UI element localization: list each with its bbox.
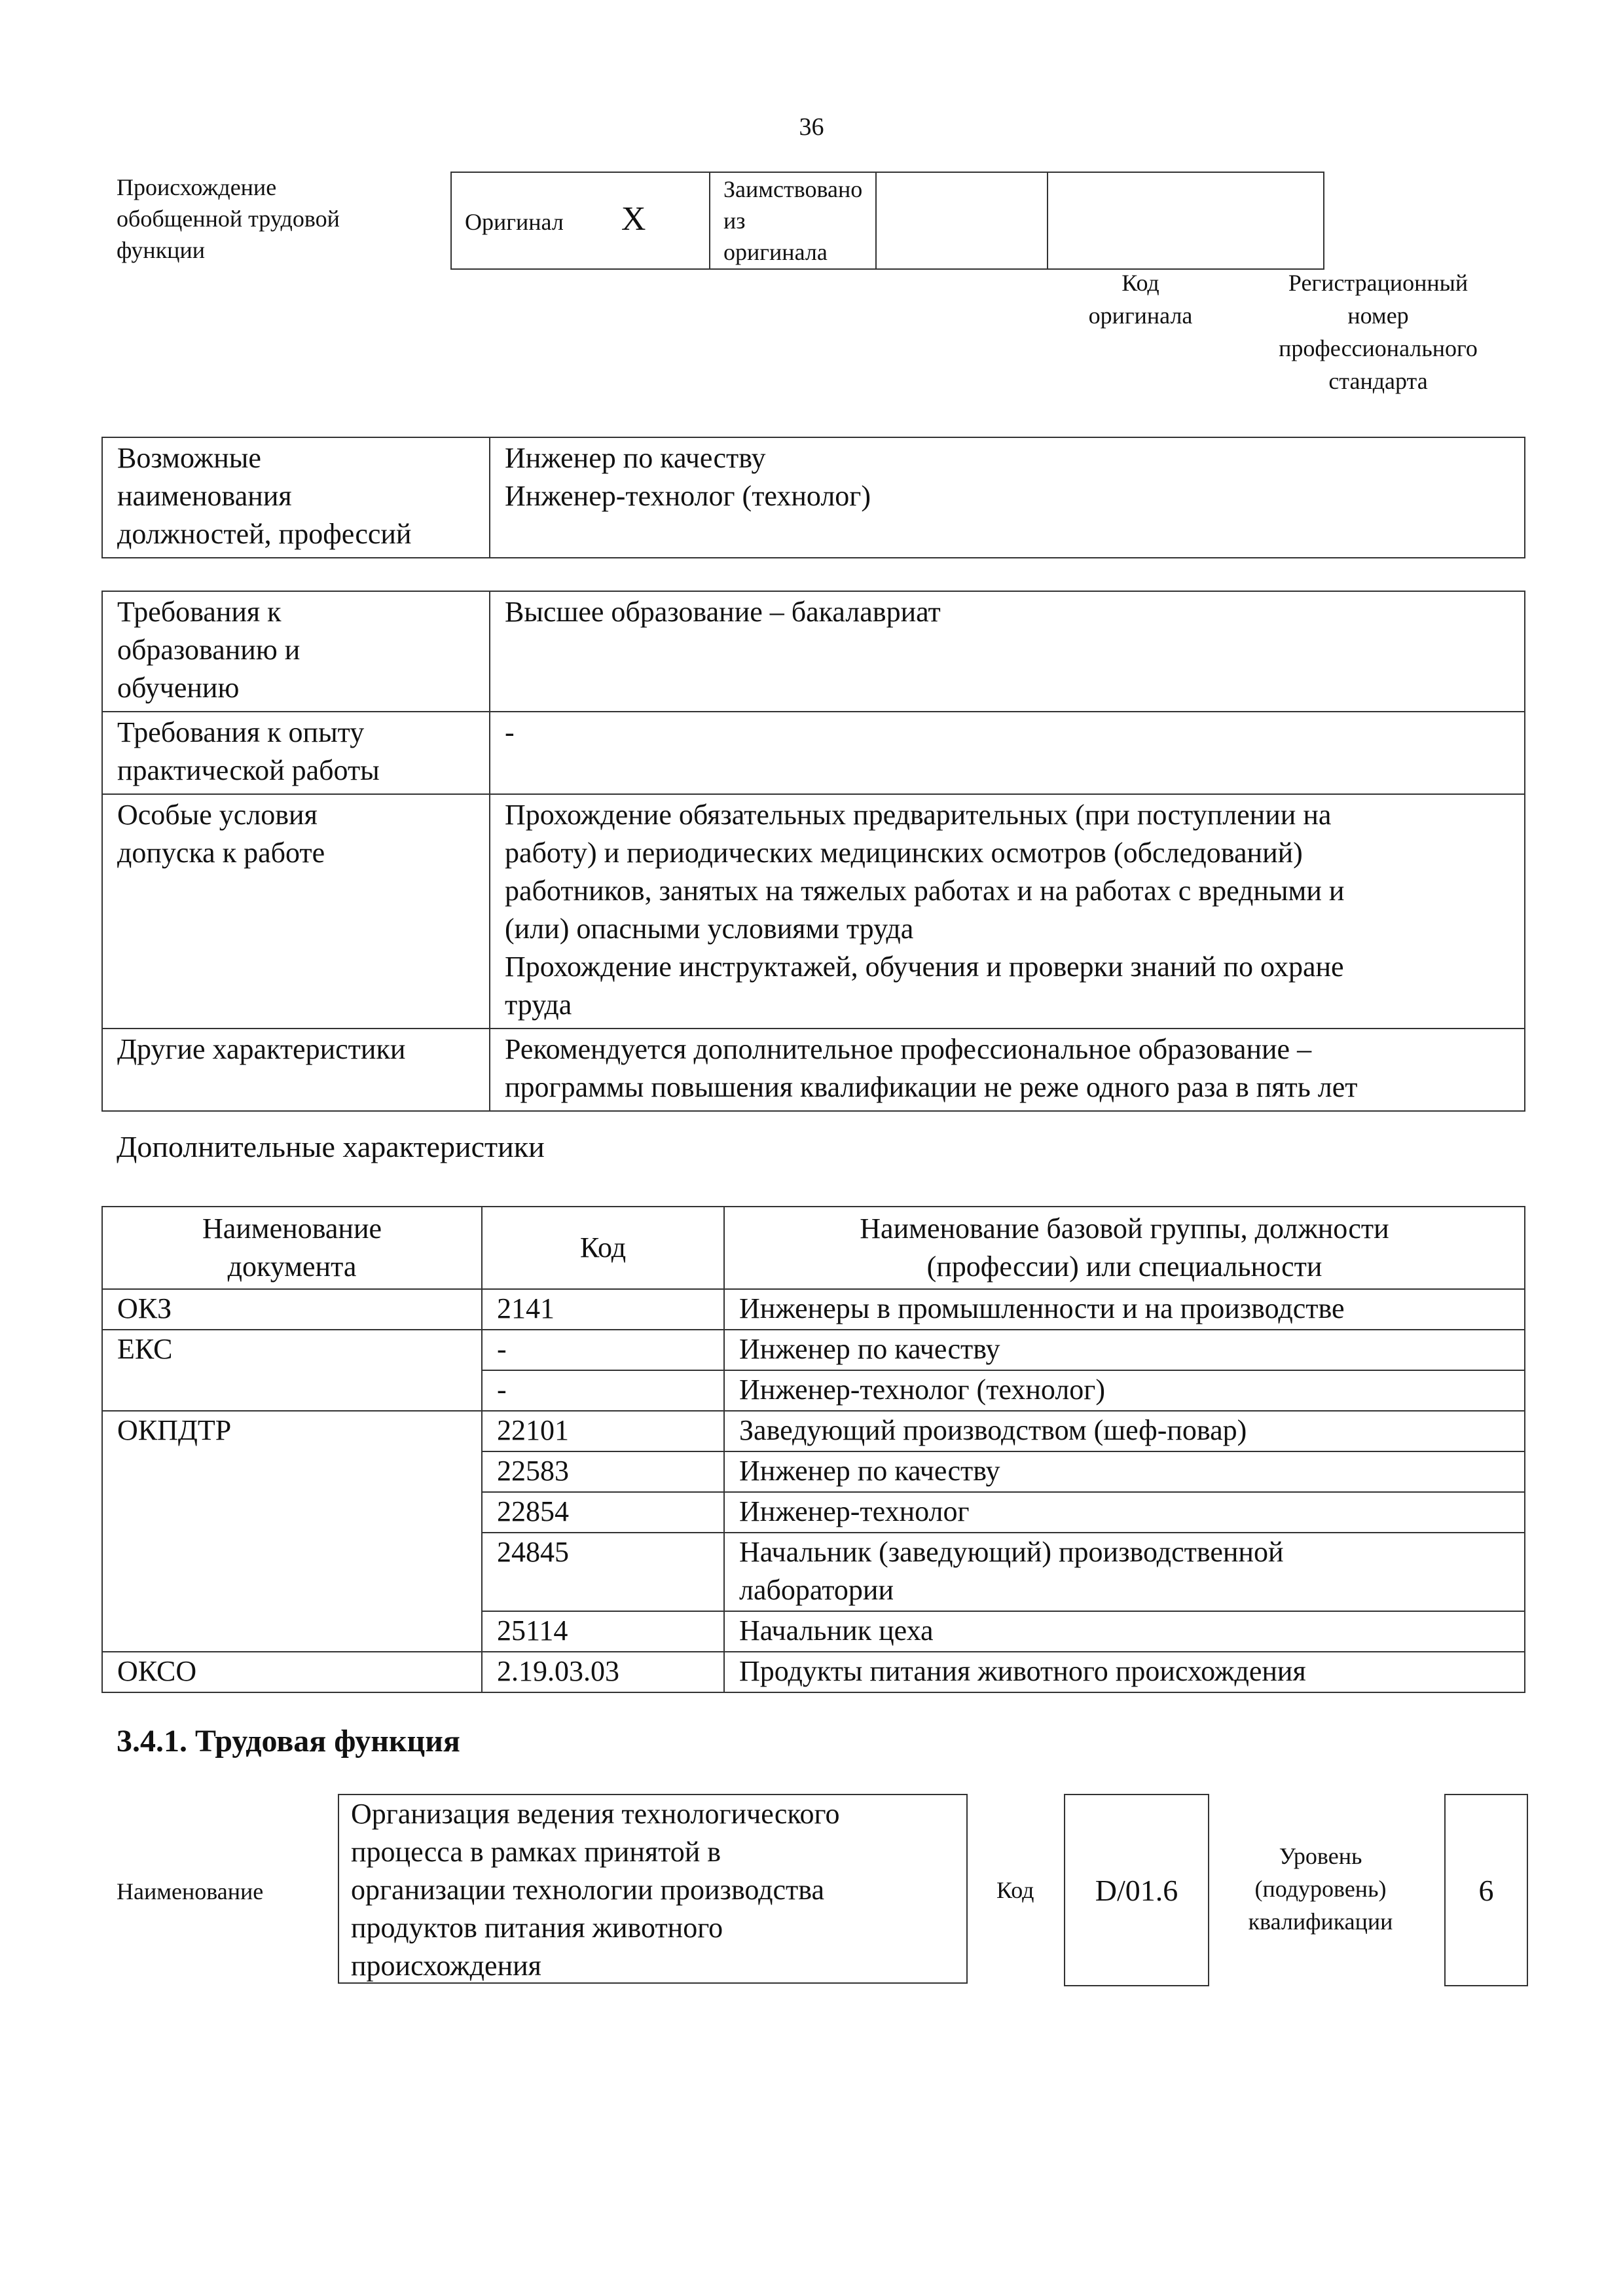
positions-values: [490, 437, 1525, 558]
requirement-label: [102, 712, 490, 794]
origin-code-caption: [1055, 266, 1226, 332]
caption-line: Регистрационный: [1288, 270, 1468, 296]
origin-borrowed-line: оригинала: [723, 239, 828, 265]
requirement-value-line: труда: [505, 989, 572, 1021]
row-code: 25114: [482, 1611, 724, 1652]
position-item: Инженер по качеству: [505, 442, 766, 474]
row-name-line: Продукты питания животного происхождения: [739, 1655, 1306, 1687]
caption-line: стандарта: [1328, 368, 1428, 394]
requirements-row-admission: [102, 794, 1525, 1029]
row-code: 2.19.03.03: [482, 1652, 724, 1692]
caption-line: профессионального: [1279, 335, 1478, 361]
header-line: документа: [227, 1250, 357, 1283]
origin-reg-caption: [1231, 266, 1525, 397]
row-name-line: лаборатории: [739, 1574, 894, 1606]
origin-borrowed-cell: [710, 172, 876, 269]
requirements-table: [101, 591, 1525, 1112]
requirements-row-experience: [102, 712, 1525, 794]
additional-heading: Дополнительные характеристики: [117, 1130, 545, 1163]
requirement-value-line: (или) опасными условиями труда: [505, 913, 914, 945]
header-line: Наименование: [202, 1212, 382, 1245]
row-doc: [102, 1370, 482, 1411]
level-label-line: Уровень: [1279, 1843, 1362, 1869]
labor-function-name-line: процесса в рамках принятой в: [351, 1836, 721, 1868]
row-name: [724, 1370, 1525, 1411]
additional-table: [101, 1206, 1525, 1693]
labor-function-name-line: происхождения: [351, 1950, 541, 1982]
row-name: [724, 1451, 1525, 1492]
origin-reg-number-cell: [1048, 172, 1324, 269]
origin-original-label: Оригинал: [465, 209, 564, 235]
labor-function-code-value: D/01.6: [1095, 1873, 1178, 1907]
requirements-row-other: [102, 1029, 1525, 1111]
labor-function-name-line: организации технологии производства: [351, 1874, 825, 1906]
requirement-value: [490, 591, 1525, 712]
row-doc: ОКПДТР: [102, 1411, 482, 1451]
header-name: [724, 1207, 1525, 1289]
table-row: [102, 1611, 1525, 1652]
row-code: -: [482, 1370, 724, 1411]
row-name-line: Заведующий производством (шеф-повар): [739, 1414, 1247, 1446]
requirement-value-line: работников, занятых на тяжелых работах и на работах с вредными и: [505, 875, 1345, 907]
origin-borrowed-line: Заимствовано из: [723, 176, 863, 234]
origin-label-line: функции: [117, 237, 205, 263]
table-row: [102, 1451, 1525, 1492]
labor-function-level-label: [1226, 1840, 1415, 1938]
origin-original-mark: X: [621, 200, 646, 238]
row-name: [724, 1289, 1525, 1330]
row-name-line: Начальник цеха: [739, 1614, 934, 1647]
requirement-label-line: образованию и: [117, 634, 301, 666]
origin-label-line: обобщенной трудовой: [117, 206, 340, 232]
requirement-value-line: программы повышения квалификации не реже одного раза в пять лет: [505, 1071, 1358, 1103]
requirement-value-line: -: [505, 716, 515, 748]
header-line: (профессии) или специальности: [926, 1250, 1322, 1283]
labor-function-level-value: 6: [1478, 1873, 1494, 1907]
requirement-label: [102, 591, 490, 712]
caption-line: Код: [1122, 270, 1159, 296]
row-code: 2141: [482, 1289, 724, 1330]
requirement-value-line: работу) и периодических медицинских осмотров (обследований): [505, 837, 1303, 869]
row-name: [724, 1611, 1525, 1652]
requirement-label-line: обучению: [117, 672, 240, 704]
row-name: [724, 1533, 1525, 1611]
origin-original-cell: [451, 172, 710, 269]
requirement-value-line: Прохождение инструктажей, обучения и проверки знаний по охране: [505, 951, 1344, 983]
level-label-line: квалификации: [1248, 1908, 1393, 1935]
caption-line: оригинала: [1088, 302, 1193, 329]
header-code: Код: [482, 1207, 724, 1289]
row-name: [724, 1492, 1525, 1533]
requirement-label: [102, 794, 490, 1029]
table-row: [102, 1330, 1525, 1370]
table-row: [102, 1411, 1525, 1451]
row-name-line: Инженер-технолог (технолог): [739, 1374, 1106, 1406]
requirement-label: [102, 1029, 490, 1111]
requirement-value: [490, 794, 1525, 1029]
row-code: 22854: [482, 1492, 724, 1533]
requirement-value: [490, 712, 1525, 794]
header-line: Наименование базовой группы, должности: [860, 1212, 1389, 1245]
table-row: [102, 1289, 1525, 1330]
row-doc: ОКЗ: [102, 1289, 482, 1330]
additional-header-row: [102, 1207, 1525, 1289]
row-name-line: Инженер по качеству: [739, 1333, 1000, 1365]
requirement-value: [490, 1029, 1525, 1111]
positions-label-line: Возможные: [117, 442, 261, 474]
labor-function-name-box: [338, 1794, 968, 1984]
row-name-line: Инженер-технолог: [739, 1495, 970, 1527]
labor-function-name-line: продуктов питания животного: [351, 1912, 723, 1944]
positions-label: [102, 437, 490, 558]
level-label-line: (подуровень): [1254, 1876, 1387, 1902]
row-doc: [102, 1451, 482, 1492]
row-code: 24845: [482, 1533, 724, 1611]
table-row: [102, 1370, 1525, 1411]
labor-function-code-box: [1064, 1794, 1209, 1986]
row-doc: [102, 1611, 482, 1652]
requirements-row-education: [102, 591, 1525, 712]
row-code: 22583: [482, 1451, 724, 1492]
row-name-line: Инженеры в промышленности и на производстве: [739, 1292, 1345, 1324]
row-name: [724, 1411, 1525, 1451]
row-doc: ЕКС: [102, 1330, 482, 1370]
labor-function-code-label: Код: [996, 1877, 1034, 1903]
row-doc: [102, 1533, 482, 1611]
row-code: -: [482, 1330, 724, 1370]
row-name-line: Инженер по качеству: [739, 1455, 1000, 1487]
positions-table: [101, 437, 1525, 558]
requirement-value-line: Рекомендуется дополнительное профессиональное образование –: [505, 1033, 1312, 1065]
labor-function-heading: 3.4.1. Трудовая функция: [117, 1724, 460, 1758]
labor-function-name-line: Организация ведения технологического: [351, 1798, 840, 1830]
row-doc: ОКСО: [102, 1652, 482, 1692]
requirement-label-line: практической работы: [117, 754, 380, 786]
positions-label-line: наименования: [117, 480, 292, 512]
page-number: 36: [799, 113, 824, 141]
requirement-value-line: Прохождение обязательных предварительных (при поступлении на: [505, 799, 1332, 831]
requirement-label-line: Требования к: [117, 596, 282, 628]
labor-function-name-label: Наименование: [117, 1878, 264, 1904]
origin-label: [117, 172, 392, 266]
row-code: 22101: [482, 1411, 724, 1451]
labor-function-level-box: [1444, 1794, 1528, 1986]
origin-code-cell: [876, 172, 1048, 269]
requirement-label-line: Другие характеристики: [117, 1033, 406, 1065]
table-row: [102, 1492, 1525, 1533]
requirement-label-line: Особые условия: [117, 799, 318, 831]
requirement-label-line: Требования к опыту: [117, 716, 365, 748]
row-name-line: Начальник (заведующий) производственной: [739, 1536, 1284, 1568]
requirement-value-line: Высшее образование – бакалавриат: [505, 596, 941, 628]
origin-table: [450, 172, 1324, 270]
position-item: Инженер-технолог (технолог): [505, 480, 871, 512]
caption-line: номер: [1347, 302, 1409, 329]
row-name: [724, 1652, 1525, 1692]
positions-label-line: должностей, профессий: [117, 518, 412, 550]
row-doc: [102, 1492, 482, 1533]
requirement-label-line: допуска к работе: [117, 837, 325, 869]
header-document: [102, 1207, 482, 1289]
table-row: [102, 1533, 1525, 1611]
row-name: [724, 1330, 1525, 1370]
table-row: [102, 1652, 1525, 1692]
origin-label-line: Происхождение: [117, 174, 277, 200]
